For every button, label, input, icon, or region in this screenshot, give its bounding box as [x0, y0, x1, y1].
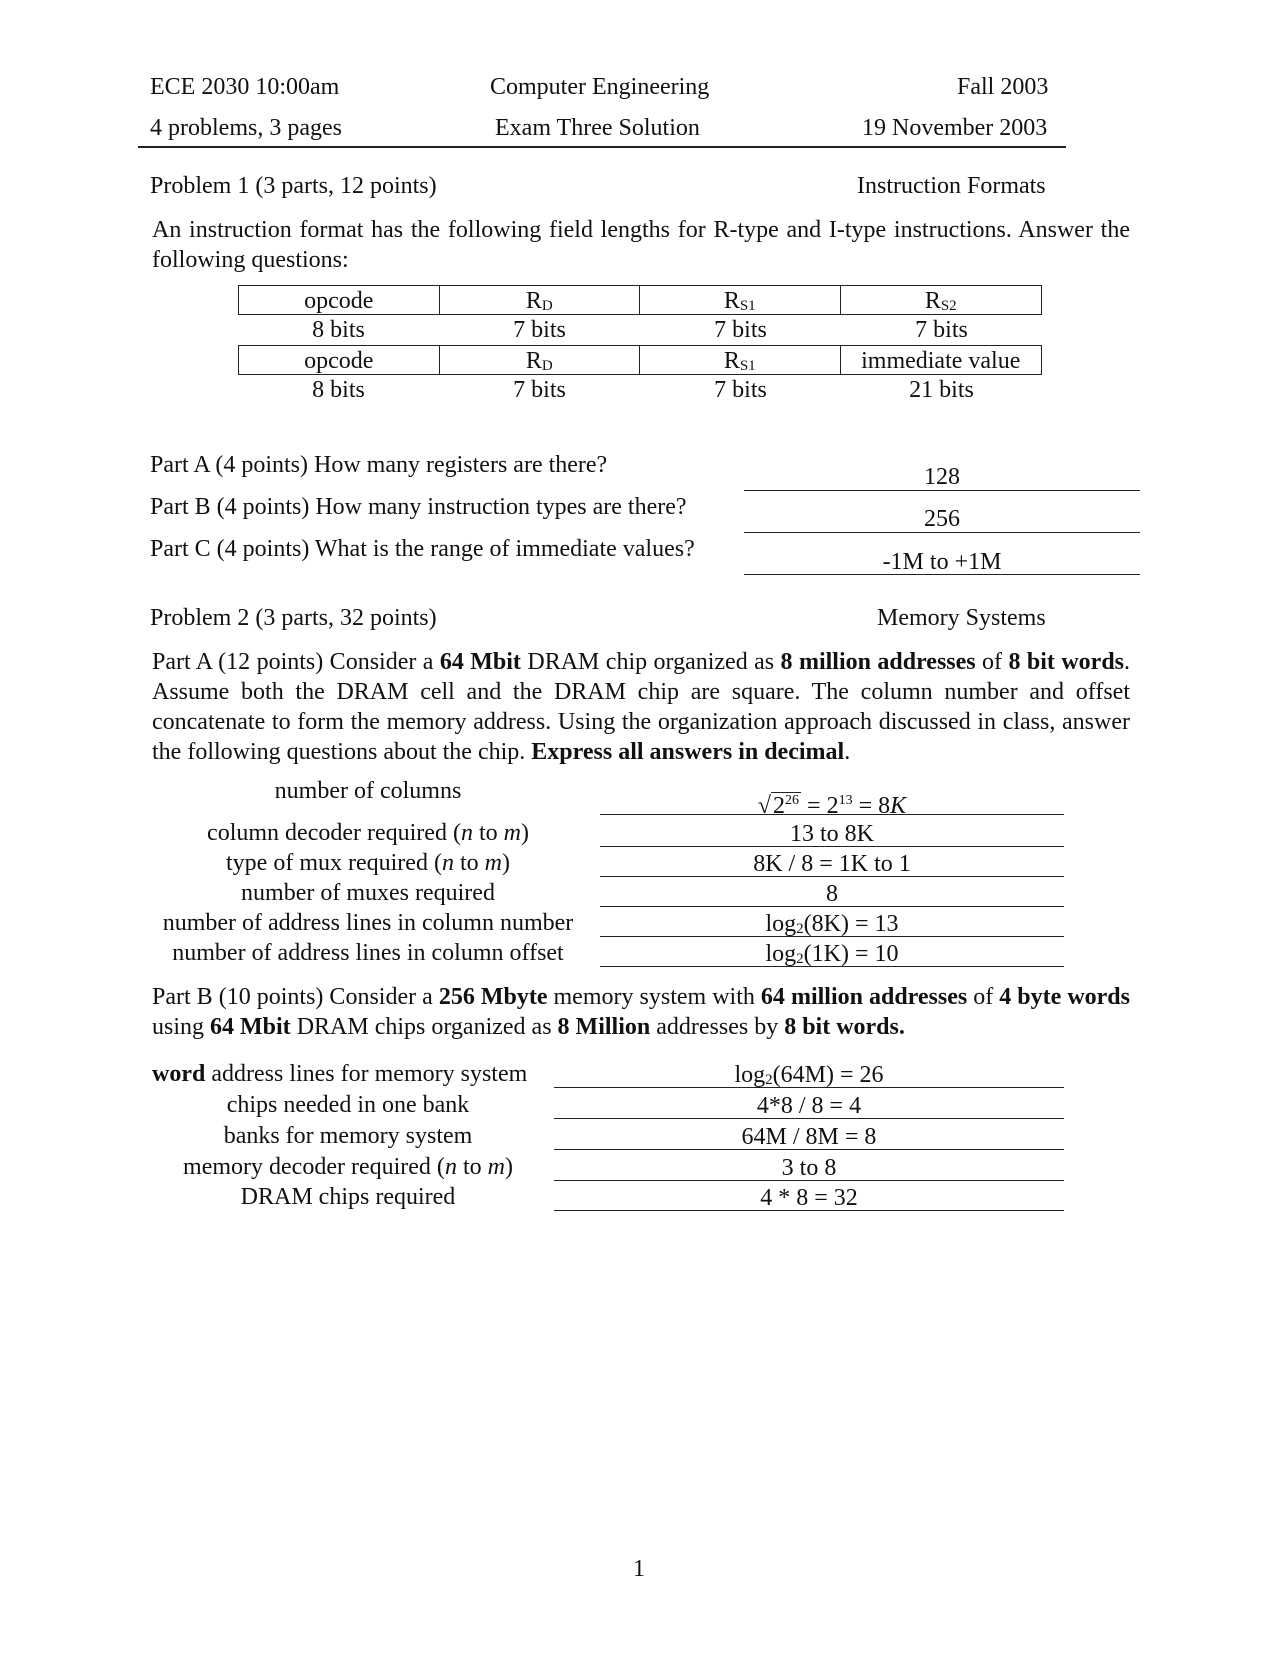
problem2-title: Problem 2 (3 parts, 32 points)	[150, 605, 437, 631]
header-dept: Computer Engineering	[490, 74, 710, 100]
problem1-title: Problem 1 (3 parts, 12 points)	[150, 173, 437, 199]
field-cell: $R_D$	[440, 346, 641, 374]
answer-number-of-muxes: 8	[600, 878, 1064, 907]
answer-number-of-columns: $√2^{26} = 2^{13} = 8K$	[600, 782, 1064, 815]
field-cell: immediate value	[861, 348, 1021, 374]
problem1-topic: Instruction Formats	[857, 173, 1046, 199]
row-memory-decoder: memory decoder required (n to m)	[183, 1154, 513, 1180]
row-number-of-columns: number of columns	[274, 778, 462, 804]
part-b-answer: 256	[744, 502, 1140, 533]
field-cell: $R_{S1}$	[640, 286, 841, 314]
page-number: 1	[633, 1556, 645, 1582]
bits-cell: 7 bits	[915, 317, 968, 343]
problem1-intro: An instruction format has the following field lengths for R-type and I-type instructions. Answer the following questions:	[152, 217, 1130, 273]
bits-cell: 7 bits	[513, 377, 566, 403]
field-cell: $R_{S1}$	[640, 346, 841, 374]
sqrt-radicand: $2^{26}$	[773, 793, 800, 819]
answer-column-offset-lines: $\log_2(1K) = 10$	[600, 938, 1064, 967]
bits-cell: 8 bits	[312, 377, 365, 403]
r-type-fields	[238, 285, 1042, 315]
row-column-offset-lines: number of address lines in column offset	[172, 940, 564, 966]
answer-mux-type: 8K / 8 = 1K to 1	[600, 848, 1064, 877]
row-chips-per-bank: chips needed in one bank	[226, 1092, 470, 1118]
answer-memory-decoder: 3 to 8	[554, 1152, 1064, 1181]
part-b-question: Part B (4 points) How many instruction types are there?	[150, 494, 687, 520]
row-column-decoder: column decoder required (n to m)	[207, 820, 529, 846]
header-course: ECE 2030 10:00am	[150, 74, 340, 100]
header-date: 19 November 2003	[862, 115, 1048, 141]
answer-column-number-lines: $\log_2(8K) = 13$	[600, 908, 1064, 937]
answer-word-address-lines: $\log_2(64M) = 26$	[554, 1059, 1064, 1088]
i-type-bits	[238, 375, 1042, 405]
answer-dram-chips: 4 * 8 = 32	[554, 1182, 1064, 1211]
field-cell: $R_D$	[440, 286, 641, 314]
bits-cell: 7 bits	[714, 377, 767, 403]
part-c-answer: -1M to +1M	[744, 544, 1140, 575]
problem2-topic: Memory Systems	[877, 605, 1046, 631]
problem2-parta-text: Part A (12 points) Consider a 64 Mbit DRAM chip organized as 8 million addresses of 8 bit words. Assume both the DRAM cell and the DRAM chip are square. The column number and offset concatenate to form the memory address. Using the organization approach discussed in class, answer the following questions about the chip. Express all answers in decimal.	[152, 649, 1131, 765]
bits-cell: 8 bits	[312, 317, 365, 343]
header-exam: Exam Three Solution	[495, 115, 700, 141]
answer-banks: 64M / 8M = 8	[554, 1121, 1064, 1150]
bits-cell: 21 bits	[909, 377, 974, 403]
part-a-answer: 128	[744, 460, 1140, 491]
r-type-bits	[238, 315, 1042, 345]
row-dram-chips: DRAM chips required	[240, 1184, 456, 1210]
field-cell: opcode	[239, 346, 440, 374]
field-cell: $R_{S2}$	[924, 288, 957, 314]
row-word-address-lines: word address lines for memory system	[152, 1061, 528, 1087]
answer-column-decoder: 13 to 8K	[600, 818, 1064, 847]
header-problems: 4 problems, 3 pages	[150, 115, 342, 141]
row-column-number-lines: number of address lines in column number	[162, 910, 574, 936]
field-cell: opcode	[239, 286, 440, 314]
bits-cell: 7 bits	[714, 317, 767, 343]
part-a-question: Part A (4 points) How many registers are there?	[150, 452, 608, 478]
header-rule	[138, 146, 1066, 148]
row-mux-type: type of mux required (n to m)	[226, 850, 510, 876]
instruction-format-table	[238, 285, 1042, 405]
bits-cell: 7 bits	[513, 317, 566, 343]
i-type-fields	[238, 345, 1042, 375]
header-term: Fall 2003	[957, 74, 1049, 100]
part-c-question: Part C (4 points) What is the range of immediate values?	[150, 536, 695, 562]
answer-chips-per-bank: 4*8 / 8 = 4	[554, 1090, 1064, 1119]
row-banks: banks for memory system	[223, 1123, 473, 1149]
row-number-of-muxes: number of muxes required	[241, 880, 495, 906]
sqrt-symbol: √	[757, 793, 772, 819]
problem2-partb-text: Part B (10 points) Consider a 256 Mbyte memory system with 64 million addresses of 4 byte words using 64 Mbit DRAM chips organized as 8 Million addresses by 8 bit words.	[152, 984, 1130, 1040]
